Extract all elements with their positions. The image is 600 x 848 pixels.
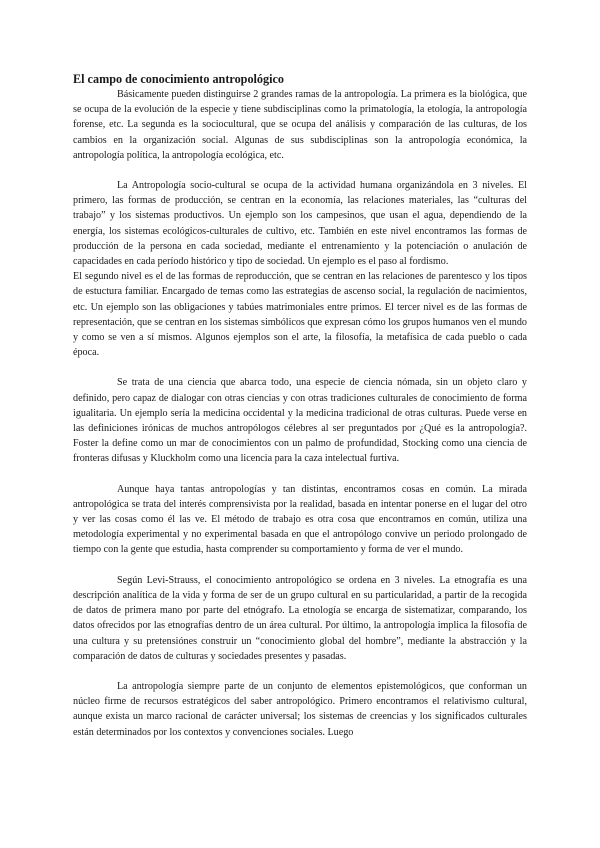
paragraph-segundo-nivel: El segundo nivel es el de las formas de reproducción, que se centran en las relaciones de parentesco y los tipos de estuctura familiar. Encargado de temas como las estrategias de ascenso social, la regulación de nacimientos, etc. Un ejemplo son las obligaciones y tabúes matrimoniales entre primos. El tercer nivel es de las formas de representación, que se centran en los sistemas simbólicos que expresan cómo los grupos humanos ven el mundo y como se ven a sí mismos. Algunos ejemplos son el arte, la filosofía, la metafísica de cada pueblo o cada época. [73, 271, 527, 359]
paragraph-gap [73, 163, 527, 178]
paragraph-sociocultural: La Antropología socio-cultural se ocupa de la actividad humana organizándola en 3 niveles. El primero, las formas de producción, se centran en la economía, las relaciones materiales, las “culturas del trabajo” y los sistemas productivos. Un ejemplo son los campesinos, que usan el agua, dependiendo de la energía, los sistemas ecológicos-culturales de cultivo, etc. También en este nivel encontramos las formas de producción de la persona en cada sociedad, mediante el entrenamiento y la potenciación o anulación de capacidades en cada período histórico y tipo de sociedad. Un ejemplo es el paso al fordismo. [73, 180, 527, 268]
paragraph-levi-strauss: Según Levi-Strauss, el conocimiento antropológico se ordena en 3 niveles. La etnografía es una descripción analítica de la vida y forma de ser de un grupo cultural en su particularidad, a partir de la recogida de datos de primera mano por parte del etnógrafo. La etnología se encarga de sistematizar, comparando, los datos ofrecidos por las etnografías dentro de un área cultural. Por último, la antropología implica la filosofía de una cultura y su pretensiónes construir un “conocimiento global del hombre”, mediante la abstracción y la comparación de datos de culturas y sociedades presentes y pasadas. [73, 574, 527, 662]
paragraph-gap [73, 558, 527, 573]
paragraph-gap [73, 467, 527, 482]
document-title: El campo de conocimiento antropológico [73, 72, 285, 86]
paragraph-gap [73, 360, 527, 375]
paragraph-gap [73, 664, 527, 679]
paragraph-ciencia-nomada: Se trata de una ciencia que abarca todo, una especie de ciencia nómada, sin un objeto claro y definido, pero capaz de dialogar con otras ciencias y con otras tradiciones culturales de conocimiento de forma igualitaria. Un ejemplo sería la medicina occidental y la medicina tradicional de otras culturas. Puede verse en las definiciones irónicas de muchos antropólogos célebres al ser preguntados por ¿Qué es la antropología?. Foster la define como un mar de conocimientos con un palmo de profundidad, Stocking como una ciencia de fronteras difusas y Kluckholm como una licencia para la caza intelectual furtiva. [73, 377, 527, 465]
paragraph-mirada: Aunque haya tantas antropologías y tan distintas, encontramos cosas en común. La mirada antropológica se trata del interés comprensivista por la realidad, basada en intentar ponerse en el lugar del otro y ver las cosas como él las ve. El método de trabajo es otra cosa que encontramos en común, utiliza una metodología experimental y no experimental basada en que el antropólogo convive un periodo prolongado de tiempo con la gente que estudia, hasta comprender su comportamiento y forma de ver el mundo. [73, 483, 527, 556]
paragraph-ramas: Básicamente pueden distinguirse 2 grandes ramas de la antropología. La primera es la biológica, que se ocupa de la evolución de la especie y tiene subdisciplinas como la primatología, la etología, la antropología forense, etc. La segunda es la sociocultural, que se ocupa del análisis y comparación de las culturas, de los cambios en la organización social. Algunas de sus subdisciplinas son la antropología económica, la antropología política, la antropología ecológica, etc. [73, 89, 527, 161]
paragraph-epistemologia: La antropología siempre parte de un conjunto de elementos epistemológicos, que conforman un núcleo firme de recursos estratégicos del saber antropológico. Primero encontramos el relativismo cultural, aunque exista un marco racional de carácter universal; los sistemas de creencias y los significados culturales están determinados por los contextos y convenciones sociales. Luego [73, 680, 527, 738]
